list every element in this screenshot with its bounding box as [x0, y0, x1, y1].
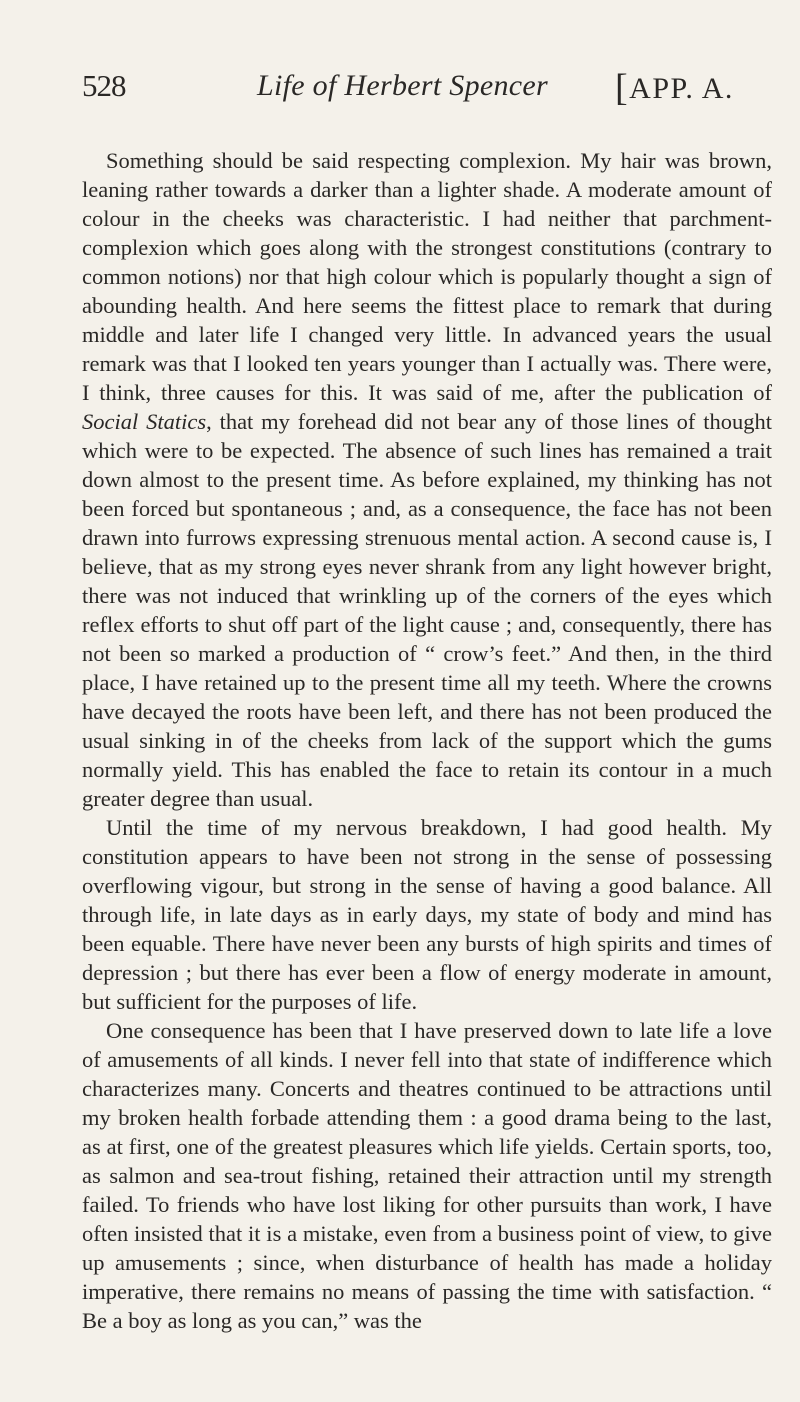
running-title: Life of Herbert Spencer [257, 69, 549, 102]
book-title-italic: Social Statics [82, 409, 207, 434]
page-number: 528 [82, 68, 126, 103]
paragraph-complexion [82, 146, 772, 813]
section-text: APP. A. [629, 72, 734, 105]
paragraph-health: Until the time of my nervous breakdown, I had good health. My constitution appears to have been not strong in the sense of possessing overflowing vigour, but strong in the sense of having a good balance. All through life, in late days as in early days, my state of body and mind has been equable. There have never been any bursts of high spirits and times of depression ; but there has ever been a flow of energy moderate in amount, but sufficient for the purposes of life. [82, 815, 772, 1014]
section-bracket: [ [615, 67, 630, 109]
paragraph-text: Something should be said respecting complexion. My hair was brown, leaning rather towards a darker than a lighter shade. A moderate amount of colour in the cheeks was characteristic. I had neither that parchment-complexion which goes along with the strongest constitutions (contrary to common notions) nor that high colour which is popularly thought a sign of abounding health. And here seems the fittest place to remark that during middle and later life I changed very little. In advanced years the usual remark was that I looked ten years younger than I actually was. There were, I think, three causes for this. It was said of me, after the publication of [82, 148, 772, 405]
paragraph-text: , that my forehead did not bear any of those lines of thought which were to be expected. The absence of such lines has remained a trait down almost to the present time. As before explained, my thinking has not been forced but spontaneous ; and, as a consequence, the face has not been drawn into furrows expressing strenuous mental action. A second cause is, I believe, that as my strong eyes never shrank from any light however bright, there was not induced that wrinkling up of the corners of the eyes which reflex efforts to shut off part of the light cause ; and, consequently, there has not been so marked a production of “ crow’s feet.” And then, in the third place, I have retained up to the present time all my teeth. Where the crowns have decayed the roots have been left, and there has not been produced the usual sinking in of the cheeks from lack of the support which the gums normally yield. This has enabled the face to retain its contour in a much greater degree than usual. [82, 409, 772, 811]
page-header [82, 66, 772, 116]
body-text [82, 146, 772, 1335]
section-label [615, 66, 734, 109]
paragraph-amusements: One consequence has been that I have preserved down to late life a love of amusements of all kinds. I never fell into that state of indifference which characterizes many. Concerts and theatres continued to be attractions until my broken health forbade attending them : a good drama being to the last, as at first, one of the greatest pleasures which life yields. Certain sports, too, as salmon and sea-trout fishing, retained their attraction until my strength failed. To friends who have lost liking for other pursuits than work, I have often insisted that it is a mistake, even from a business point of view, to give up amusements ; since, when disturbance of health has made a holiday imperative, there remains no means of passing the time with satisfaction. “ Be a boy as long as you can,” was the [82, 1018, 772, 1333]
